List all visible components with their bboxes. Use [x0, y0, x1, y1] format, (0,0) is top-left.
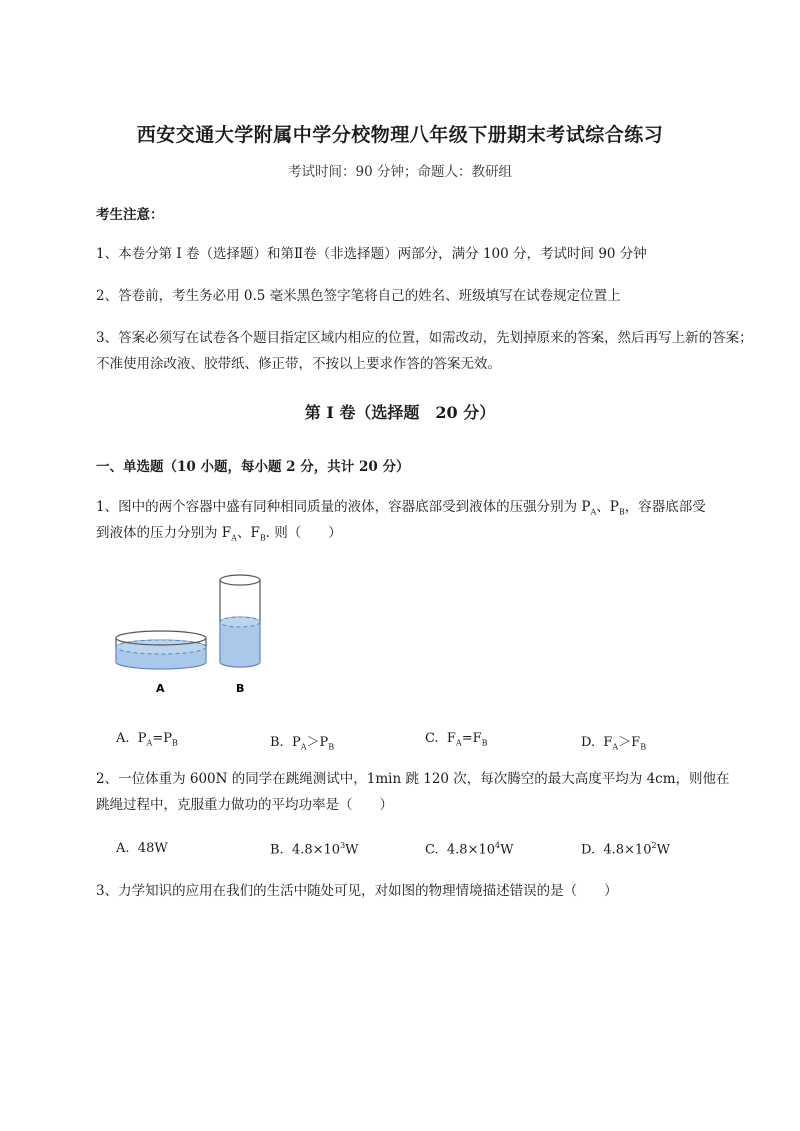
section-title: 第 I 卷（选择题 20 分） [304, 403, 496, 422]
sub-a: A [146, 738, 153, 748]
q1-option-d[interactable] [581, 731, 646, 752]
q1-text: ，容器底部受 [624, 499, 706, 515]
notice-item-3: 3、答案必须写在试卷各个题目指定区域内相应的位置，如需改动，先划掉原来的答案，然后再写上新的答案；不准使用涂改液、胶带纸、修正带，不按以上要求作答的答案无效。 [96, 330, 753, 372]
question-1-line-2 [96, 520, 756, 552]
q1-text: . 则（ ） [265, 525, 342, 541]
notice-item-1: 1、本卷分第 I 卷（选择题）和第Ⅱ卷（非选择题）两部分，满分 100 分，考试时间 90 分钟 [96, 246, 647, 262]
option-text: F [603, 735, 613, 750]
question-2-line-2: 跳绳过程中，克服重力做功的平均功率是（ ） [96, 797, 393, 813]
option-text: 4.8×10 [446, 842, 495, 858]
option-text: =F [461, 731, 482, 746]
notice-item-2: 2、答卷前，考生务必用 0.5 毫米黑色签字笔将自己的姓名、班级填写在试卷规定位置上 [96, 288, 621, 304]
container-b [220, 575, 260, 667]
sub-a: A [612, 742, 619, 752]
q2-option-c[interactable] [425, 841, 513, 857]
option-unit: W [500, 842, 514, 858]
option-letter: B. [270, 842, 284, 858]
option-letter: D. [581, 842, 596, 858]
option-text: 48W [137, 841, 168, 856]
containers-figure [110, 570, 280, 700]
option-text: ＞F [618, 735, 641, 750]
q2-option-a[interactable] [116, 841, 168, 856]
question-3-line-1: 3、力学知识的应用在我们的生活中随处可见，对如图的物理情境描述错误的是（ ） [96, 883, 618, 899]
option-text: ＞P [306, 735, 329, 750]
option-letter: D. [581, 735, 596, 750]
exponent: 3 [340, 841, 346, 850]
q1-option-c[interactable] [425, 731, 488, 748]
option-unit: W [656, 842, 670, 858]
container-a [116, 631, 206, 669]
q1-text: 、P [596, 499, 619, 515]
sub-a: A [231, 533, 237, 543]
option-letter: A. [116, 841, 130, 856]
sub-a: A [300, 742, 307, 752]
sub-b: B [640, 742, 647, 752]
q1-text: 到液体的压力分别为 F [96, 525, 232, 541]
notice-heading: 考生注意： [96, 207, 164, 223]
option-letter: C. [425, 731, 439, 746]
option-text: 4.8×10 [291, 842, 341, 858]
exam-info: 考试时间：90 分钟；命题人：教研组 [288, 164, 512, 180]
option-unit: W [345, 842, 359, 858]
sub-b: B [481, 738, 488, 748]
option-letter: A. [116, 731, 130, 746]
option-text: =P [152, 731, 172, 746]
q1-option-a[interactable] [116, 731, 178, 748]
exponent: 4 [495, 841, 501, 850]
sub-a: A [590, 507, 597, 517]
q1-text: 、F [236, 525, 260, 541]
option-text: 4.8×10 [603, 842, 652, 858]
option-letter: C. [425, 842, 439, 858]
q1-option-b[interactable] [270, 731, 334, 752]
part-heading: 一、单选题（10 小题，每小题 2 分，共计 20 分） [96, 459, 410, 475]
sub-a: A [455, 738, 462, 748]
sub-b: B [259, 533, 266, 543]
option-text: F [446, 731, 456, 746]
sub-b: B [618, 507, 625, 517]
question-2-line-1: 2、一位体重为 600N 的同学在跳绳测试中，1min 跳 120 次，每次腾空的最大高度平均为 4cm，则他在 [96, 771, 730, 787]
figure-label-b: B [236, 682, 245, 695]
q1-text: 1、图中的两个容器中盛有同种相同质量的液体，容器底部受到液体的压强分别为 P [96, 499, 591, 515]
exponent: 2 [651, 841, 657, 850]
option-text: P [137, 731, 147, 746]
option-text: P [291, 735, 301, 750]
document-title: 西安交通大学附属中学分校物理八年级下册期末考试综合练习 [136, 124, 664, 146]
q2-option-b[interactable] [270, 841, 359, 857]
option-letter: B. [270, 735, 284, 750]
figure-label-a: A [156, 682, 165, 695]
sub-b: B [171, 738, 178, 748]
sub-b: B [328, 742, 335, 752]
q2-option-d[interactable] [581, 841, 670, 857]
